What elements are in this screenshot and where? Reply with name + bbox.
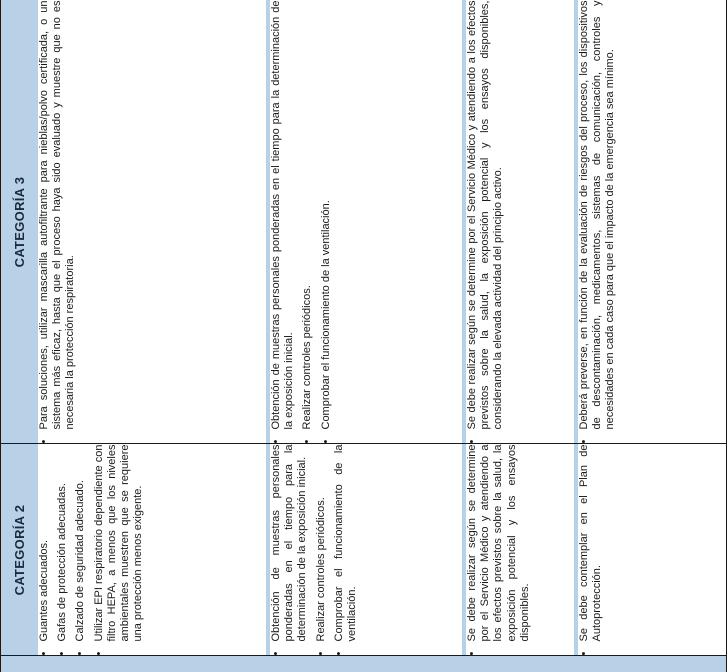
bullet-icon: • (314, 651, 327, 656)
list-item (270, 445, 310, 656)
list-item-text: Se debe realizar según se determine por el Servicio Médico y atendiendo a los efectos previstos sobre la salud, la exposición potencial y los ensayos disponibles, considerando la elevada actividad del principio activo. (466, 0, 505, 430)
list-item-text: Se debe contemplar en el Plan de Autoprotección. (578, 444, 604, 642)
list-item (315, 445, 328, 656)
cell-category-3 (38, 0, 266, 444)
bullet-icon: • (74, 651, 87, 656)
list-item (270, 1, 296, 444)
list-item-text: Gafas de protección adecuadas. (56, 483, 69, 642)
cell-category-2 (466, 444, 574, 656)
bullet-icon: • (319, 439, 332, 444)
table-row (466, 0, 574, 672)
item-list (578, 445, 604, 656)
header-row (0, 0, 38, 672)
list-item (578, 1, 618, 444)
bullet-icon: • (332, 651, 345, 656)
bullet-icon: • (270, 439, 282, 444)
list-item-text: Comprobar el funcionamiento de la ventilación. (332, 444, 359, 642)
item-list (466, 1, 506, 444)
item-list (270, 1, 333, 444)
table-row (578, 0, 727, 672)
cell-category-3 (466, 0, 574, 444)
bullet-icon: • (466, 651, 478, 656)
bullet-icon: • (578, 439, 590, 444)
list-item-text: Realizar controles periódicos. (314, 497, 327, 642)
list-item-text: Calzado de seguridad adecuado. (74, 480, 87, 642)
table-row (38, 0, 266, 672)
header-category-3: CATEGORÍA 3 (0, 0, 38, 444)
bullet-icon: • (38, 651, 50, 656)
item-list (38, 1, 78, 444)
table-row (270, 0, 462, 672)
list-item-text: Guantes adecuados. (38, 539, 50, 642)
cell-category-3 (270, 0, 462, 444)
list-item-text: Realizar controles periódicos. (301, 285, 314, 430)
list-item (38, 1, 78, 444)
list-item (74, 445, 87, 656)
item-list (578, 1, 618, 444)
cell-category-3 (578, 0, 727, 444)
table-border (0, 0, 1, 672)
item-list (466, 445, 532, 656)
list-item-text: Se debe realizar según se determine por el Servicio Médico y atendiendo a los efectos previstos sobre la salud, la exposición potencial y los ensayos disponibles. (466, 444, 531, 642)
list-item (466, 1, 506, 444)
list-item (93, 445, 146, 656)
bullet-icon: • (578, 651, 590, 656)
header-category-2: CATEGORÍA 2 (0, 444, 38, 656)
list-item-text: Deberá preverse, en función de la evaluación de riesgos del proceso, los dispositivos de descontaminación, medicamentos, sistemas de comunicación, controles y necesidades en cada caso para que el impacto de la emergencia sea mínimo. (578, 0, 617, 430)
list-item (38, 445, 51, 656)
list-item-text: Obtención de muestras personales ponderadas en el tiempo para la determinación de la exposición inicial. (270, 444, 309, 642)
list-item (320, 1, 333, 444)
list-item (466, 445, 532, 656)
list-item-text: Comprobar el funcionamiento de la ventilación. (319, 200, 332, 430)
bullet-icon: • (301, 439, 314, 444)
list-item-text: Para soluciones, utilizar mascarilla autofiltrante para nieblas/polvo certificada, o un sistema más eficaz, hasta que el proceso haya sido evaluado y muestre que no es necesaria la protección respiratoria. (38, 0, 77, 430)
list-item (578, 445, 604, 656)
item-list (38, 445, 145, 656)
list-item-text: Utilizar EPI respiratorio dependiente con filtro HEPA, a menos que los niveles ambientales muestren que se requiere una protección menos exigente. (92, 444, 145, 642)
list-item-text: Obtención de muestras personales ponderadas en el tiempo para la determinación de la exposición inicial. (270, 0, 296, 430)
bullet-icon: • (56, 651, 69, 656)
bullet-icon: • (92, 651, 105, 656)
cell-category-2 (270, 444, 462, 656)
cell-category-2 (38, 444, 266, 656)
item-list (270, 445, 359, 656)
bullet-icon: • (466, 439, 478, 444)
list-item (301, 1, 314, 444)
bullet-icon: • (270, 651, 282, 656)
list-item (333, 445, 359, 656)
list-item (56, 445, 69, 656)
bullet-icon: • (38, 439, 50, 444)
cell-category-2 (578, 444, 727, 656)
